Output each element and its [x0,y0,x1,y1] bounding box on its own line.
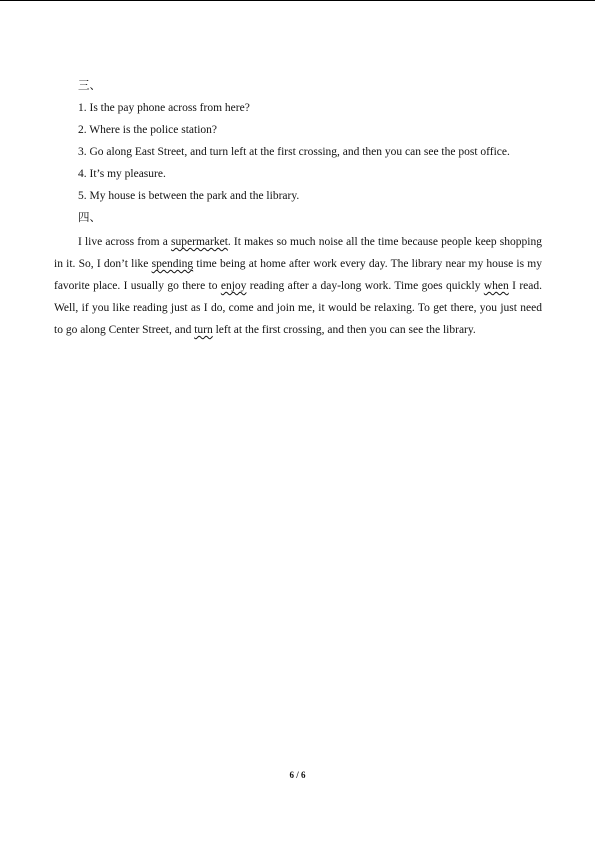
passage-text: I live across from a [78,236,172,248]
passage-text: I read. Well, if you like reading just as I do, come and join me, it would be relaxing. To get there, you just need to go along Center Street, and [54,280,542,336]
underlined-word: supermarket [171,236,228,248]
underlined-word: turn [194,324,213,336]
underlined-word: spending [151,258,194,270]
answer-item: 2. Where is the police station? [78,124,218,136]
answer-item: 1. Is the pay phone across from here? [78,102,250,114]
passage-text: time being at home after work every day. The library near my house is my favorite place. I usually go there to [54,258,543,292]
page-number: 6 / 6 [289,770,306,780]
answer-item: 4. It’s my pleasure. [78,168,166,180]
underlined-word: when [483,280,509,292]
underlined-word: enjoy [220,280,247,292]
passage-text: reading after a day-long work. Time goes quickly [246,280,484,292]
passage-text: . It makes so much noise all the time because people keep shopping in it. So, I don’t like [54,236,542,270]
answer-item: 5. My house is between the park and the library. [78,190,300,202]
passage-paragraph [54,231,542,341]
top-rule [0,0,595,1]
passage-text: left at the first crossing, and then you can see the library. [212,324,476,336]
section-4-heading: 四、 [78,212,101,224]
answer-item: 3. Go along East Street, and turn left at the first crossing, and then you can see the post office. [78,146,510,158]
section-3-heading: 三、 [78,80,101,92]
